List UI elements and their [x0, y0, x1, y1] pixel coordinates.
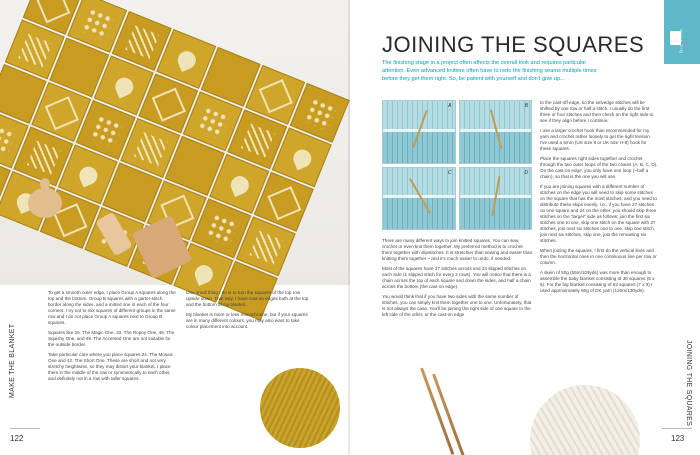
- square-motif: [125, 25, 159, 59]
- illustration-panel-b: B: [459, 100, 533, 164]
- page-number: 122: [10, 434, 24, 443]
- square-motif: [112, 75, 136, 99]
- intro-text: The finishing stage in a project often affects the overall look and requires particular attention. Even advanced knitters often have to redo the finishing seams multiple times before they get them right. So, be patient with yourself and don't give up...: [382, 60, 597, 82]
- mustard-yarn-ball: [260, 368, 340, 448]
- paragraph: Take particular care where you place squares 24. The Mosaic One and 42. The Short One. These are short and not very stretchy heightwise, so they may distort your blanket. I place them in the middle of the row or symmetrically to each other, and definitely not in a row with taller squares.: [48, 352, 174, 381]
- paragraph: When joining the squares, I first do the vertical lines and then the horizontal ones in one continuous line per row or column.: [540, 248, 657, 265]
- square-motif: [36, 0, 70, 23]
- paragraph: to the cast-off edge, so the selvedge stitches will be shifted by one row or half a stitch. I usually do the first three or four stitches and then check on the right side to see if they align before I continue.: [540, 100, 654, 123]
- section-label: MAKE THE BLANKET: [9, 323, 16, 398]
- paragraph: I use a larger crochet hook than recommended for my yarn and crochet rather loosely to get the right tension. I've used a 5mm (US size 8 or UK size H-8) hook for these squares.: [540, 128, 652, 151]
- square-motif: [196, 106, 230, 140]
- square-motif: [27, 141, 61, 175]
- page-number: 123: [671, 434, 685, 443]
- paragraph: A skein of 50g (55m/109yds) was more than enough to assemble the baby blanket consisting of 30 squares (5 x 6). For the big blanket consisting of 63 squares (7 x 9) I used approximately 60g of DK yarn (120m/130yds).: [540, 270, 655, 293]
- joining-illustration: [382, 100, 532, 230]
- square-motif: [259, 79, 293, 113]
- illustration-panel-a: A: [382, 100, 456, 164]
- paragraph: Place the squares right sides together and crochet through the two outer loops of the two chains (A, B, C, D). On the cast-on edge, you only have one loop (~half a chain), so that is the one you will use.: [540, 156, 658, 179]
- illustration-panel-c: C: [382, 167, 456, 231]
- paragraph: To get a smooth outer edge, I place Group A squares along the top and the bottom. Group B squares with a garter-stitch border along the sides, and a mitred one in each of the four corners. I try not to mix squares of different groups in the same row and I do not place Group A squares next to Group B squares.: [48, 290, 176, 325]
- paragraph: One small thing I do is to turn the squares of the top row upside down. That way, I have cast-on edges both at the top and the bottom of my blanket.: [186, 290, 309, 307]
- square-motif: [77, 164, 101, 188]
- square-motif: [291, 147, 315, 171]
- square-motif: [81, 7, 115, 41]
- left-column-1: [48, 290, 176, 386]
- illustration-panel-d: D: [459, 167, 533, 231]
- blanket-photo: [0, 0, 350, 285]
- section-label: JOINING THE SQUARES: [685, 340, 692, 427]
- paragraph: There are many different ways to join knitted squares. You can sew, crochet or even knit them together. My preferred method is to crochet them together with slipstitches. It is stretchier than sewing and easier than knitting them together – and it's much easier to undo, if needed.: [382, 238, 533, 261]
- square-motif: [228, 173, 252, 197]
- square-motif: [241, 124, 275, 158]
- wooden-toy-top: [40, 178, 50, 190]
- tab-text: Go to p. 3 / Q: [679, 29, 684, 54]
- square-motif: [205, 213, 239, 247]
- square-motif: [89, 114, 123, 148]
- footer-rule: [662, 428, 692, 429]
- paragraph: Squares like 26. The Magic One, 33. The Ropey One, 48. The Squishy One, and 49. The Accented One are not suitable for the outside border.: [48, 330, 175, 347]
- square-motif: [18, 34, 52, 68]
- footer-rule: [10, 428, 40, 429]
- square-motif: [192, 262, 216, 286]
- paragraph: If you are joining squares with a different number of stitches on the edge you will need to skip some stitches on the square that has the most stitches, and you need to distribute these skips evenly. I.e., if you have 27 stitches on one square and 24 on the other, you should skip three stitches on the "larger" side as follows: join the first six stitches one to one, skip one stitch on the square with 27 stitches, join next six stitches one to one, skip one stitch, join next six stitches, skip one, join the remaining six stitches.: [540, 184, 657, 243]
- square-motif: [152, 88, 186, 122]
- square-motif: [0, 123, 16, 157]
- square-motif: [45, 96, 79, 130]
- paragraph: My blanket is more or less monochrome, but if your squares are in many different colours, you may also want to take colour placement into account.: [186, 312, 308, 329]
- left-column-2: [186, 290, 310, 334]
- knitted-blanket: [0, 0, 350, 327]
- wooden-toy: [28, 188, 62, 218]
- paragraph: Most of the squares have 27 stitches across and 24 slipped stitches on each side (1 slipped stitch for every 2 rows). You will notice that there is a chain across the top of each square and down the sides, and half a chain across the bottom (the cast-on edge).: [382, 266, 531, 289]
- paragraph: You would think that if you have two sides with the same number of stitches, you can simply knit them together one to one. Unfortunately, that is not always the case. You'll be joining the right side of one square to the left side of the other, or the cast-on edge: [382, 294, 532, 317]
- square-motif: [303, 97, 337, 131]
- square-motif: [267, 186, 301, 220]
- square-motif: [249, 231, 283, 265]
- right-column-2: [540, 100, 658, 298]
- right-column-1: [382, 238, 534, 322]
- square-motif: [175, 48, 199, 72]
- right-page: [350, 0, 700, 455]
- square-motif: [134, 132, 168, 166]
- page-title: JOINING THE SQUARES: [382, 32, 645, 57]
